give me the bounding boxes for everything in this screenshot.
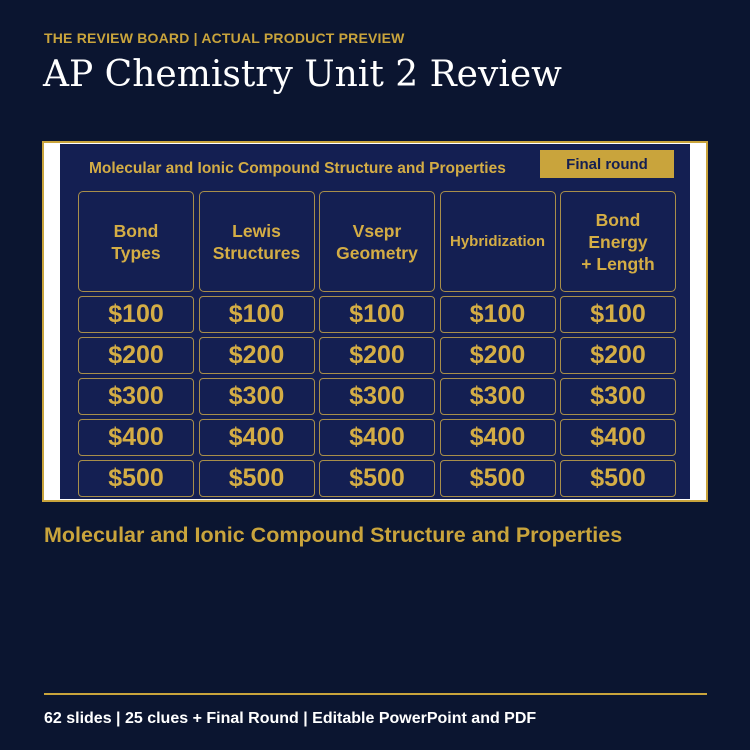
clue-tile[interactable]: $400 <box>78 419 194 456</box>
clue-tile[interactable]: $200 <box>440 337 556 374</box>
clue-tile[interactable]: $500 <box>560 460 676 497</box>
clue-tile[interactable]: $100 <box>319 296 435 333</box>
footer-divider <box>44 693 707 695</box>
clue-tile[interactable]: $300 <box>319 378 435 415</box>
product-details: 62 slides | 25 clues + Final Round | Editable PowerPoint and PDF <box>44 710 537 727</box>
clue-tile[interactable]: $300 <box>78 378 194 415</box>
category-header: Vsepr Geometry <box>319 191 435 292</box>
slide-heading: Molecular and Ionic Compound Structure and Properties <box>89 160 506 177</box>
eyebrow-label: THE REVIEW BOARD | ACTUAL PRODUCT PREVIEW <box>44 30 405 46</box>
clue-tile[interactable]: $500 <box>199 460 315 497</box>
clue-tile[interactable]: $200 <box>199 337 315 374</box>
category-header: Bond Energy + Length <box>560 191 676 292</box>
final-round-button[interactable]: Final round <box>540 150 674 178</box>
clue-tile[interactable]: $400 <box>199 419 315 456</box>
clue-tile[interactable]: $300 <box>560 378 676 415</box>
clue-tile[interactable]: $500 <box>440 460 556 497</box>
clue-tile[interactable]: $100 <box>440 296 556 333</box>
clue-tile[interactable]: $500 <box>319 460 435 497</box>
product-subtitle: Molecular and Ionic Compound Structure and Properties <box>44 523 623 547</box>
category-header: Hybridization <box>440 191 556 292</box>
clue-tile[interactable]: $400 <box>440 419 556 456</box>
category-header: Lewis Structures <box>199 191 315 292</box>
page-title: AP Chemistry Unit 2 Review <box>43 54 562 95</box>
category-header: Bond Types <box>78 191 194 292</box>
clue-tile[interactable]: $500 <box>78 460 194 497</box>
jeopardy-board <box>78 191 676 497</box>
clue-tile[interactable]: $400 <box>560 419 676 456</box>
clue-tile[interactable]: $300 <box>440 378 556 415</box>
game-board-slide <box>60 144 690 499</box>
clue-tile[interactable]: $100 <box>199 296 315 333</box>
clue-tile[interactable]: $200 <box>560 337 676 374</box>
clue-tile[interactable]: $300 <box>199 378 315 415</box>
clue-tile[interactable]: $100 <box>78 296 194 333</box>
clue-tile[interactable]: $200 <box>319 337 435 374</box>
clue-tile[interactable]: $400 <box>319 419 435 456</box>
clue-tile[interactable]: $200 <box>78 337 194 374</box>
product-preview-frame <box>42 141 708 502</box>
clue-tile[interactable]: $100 <box>560 296 676 333</box>
